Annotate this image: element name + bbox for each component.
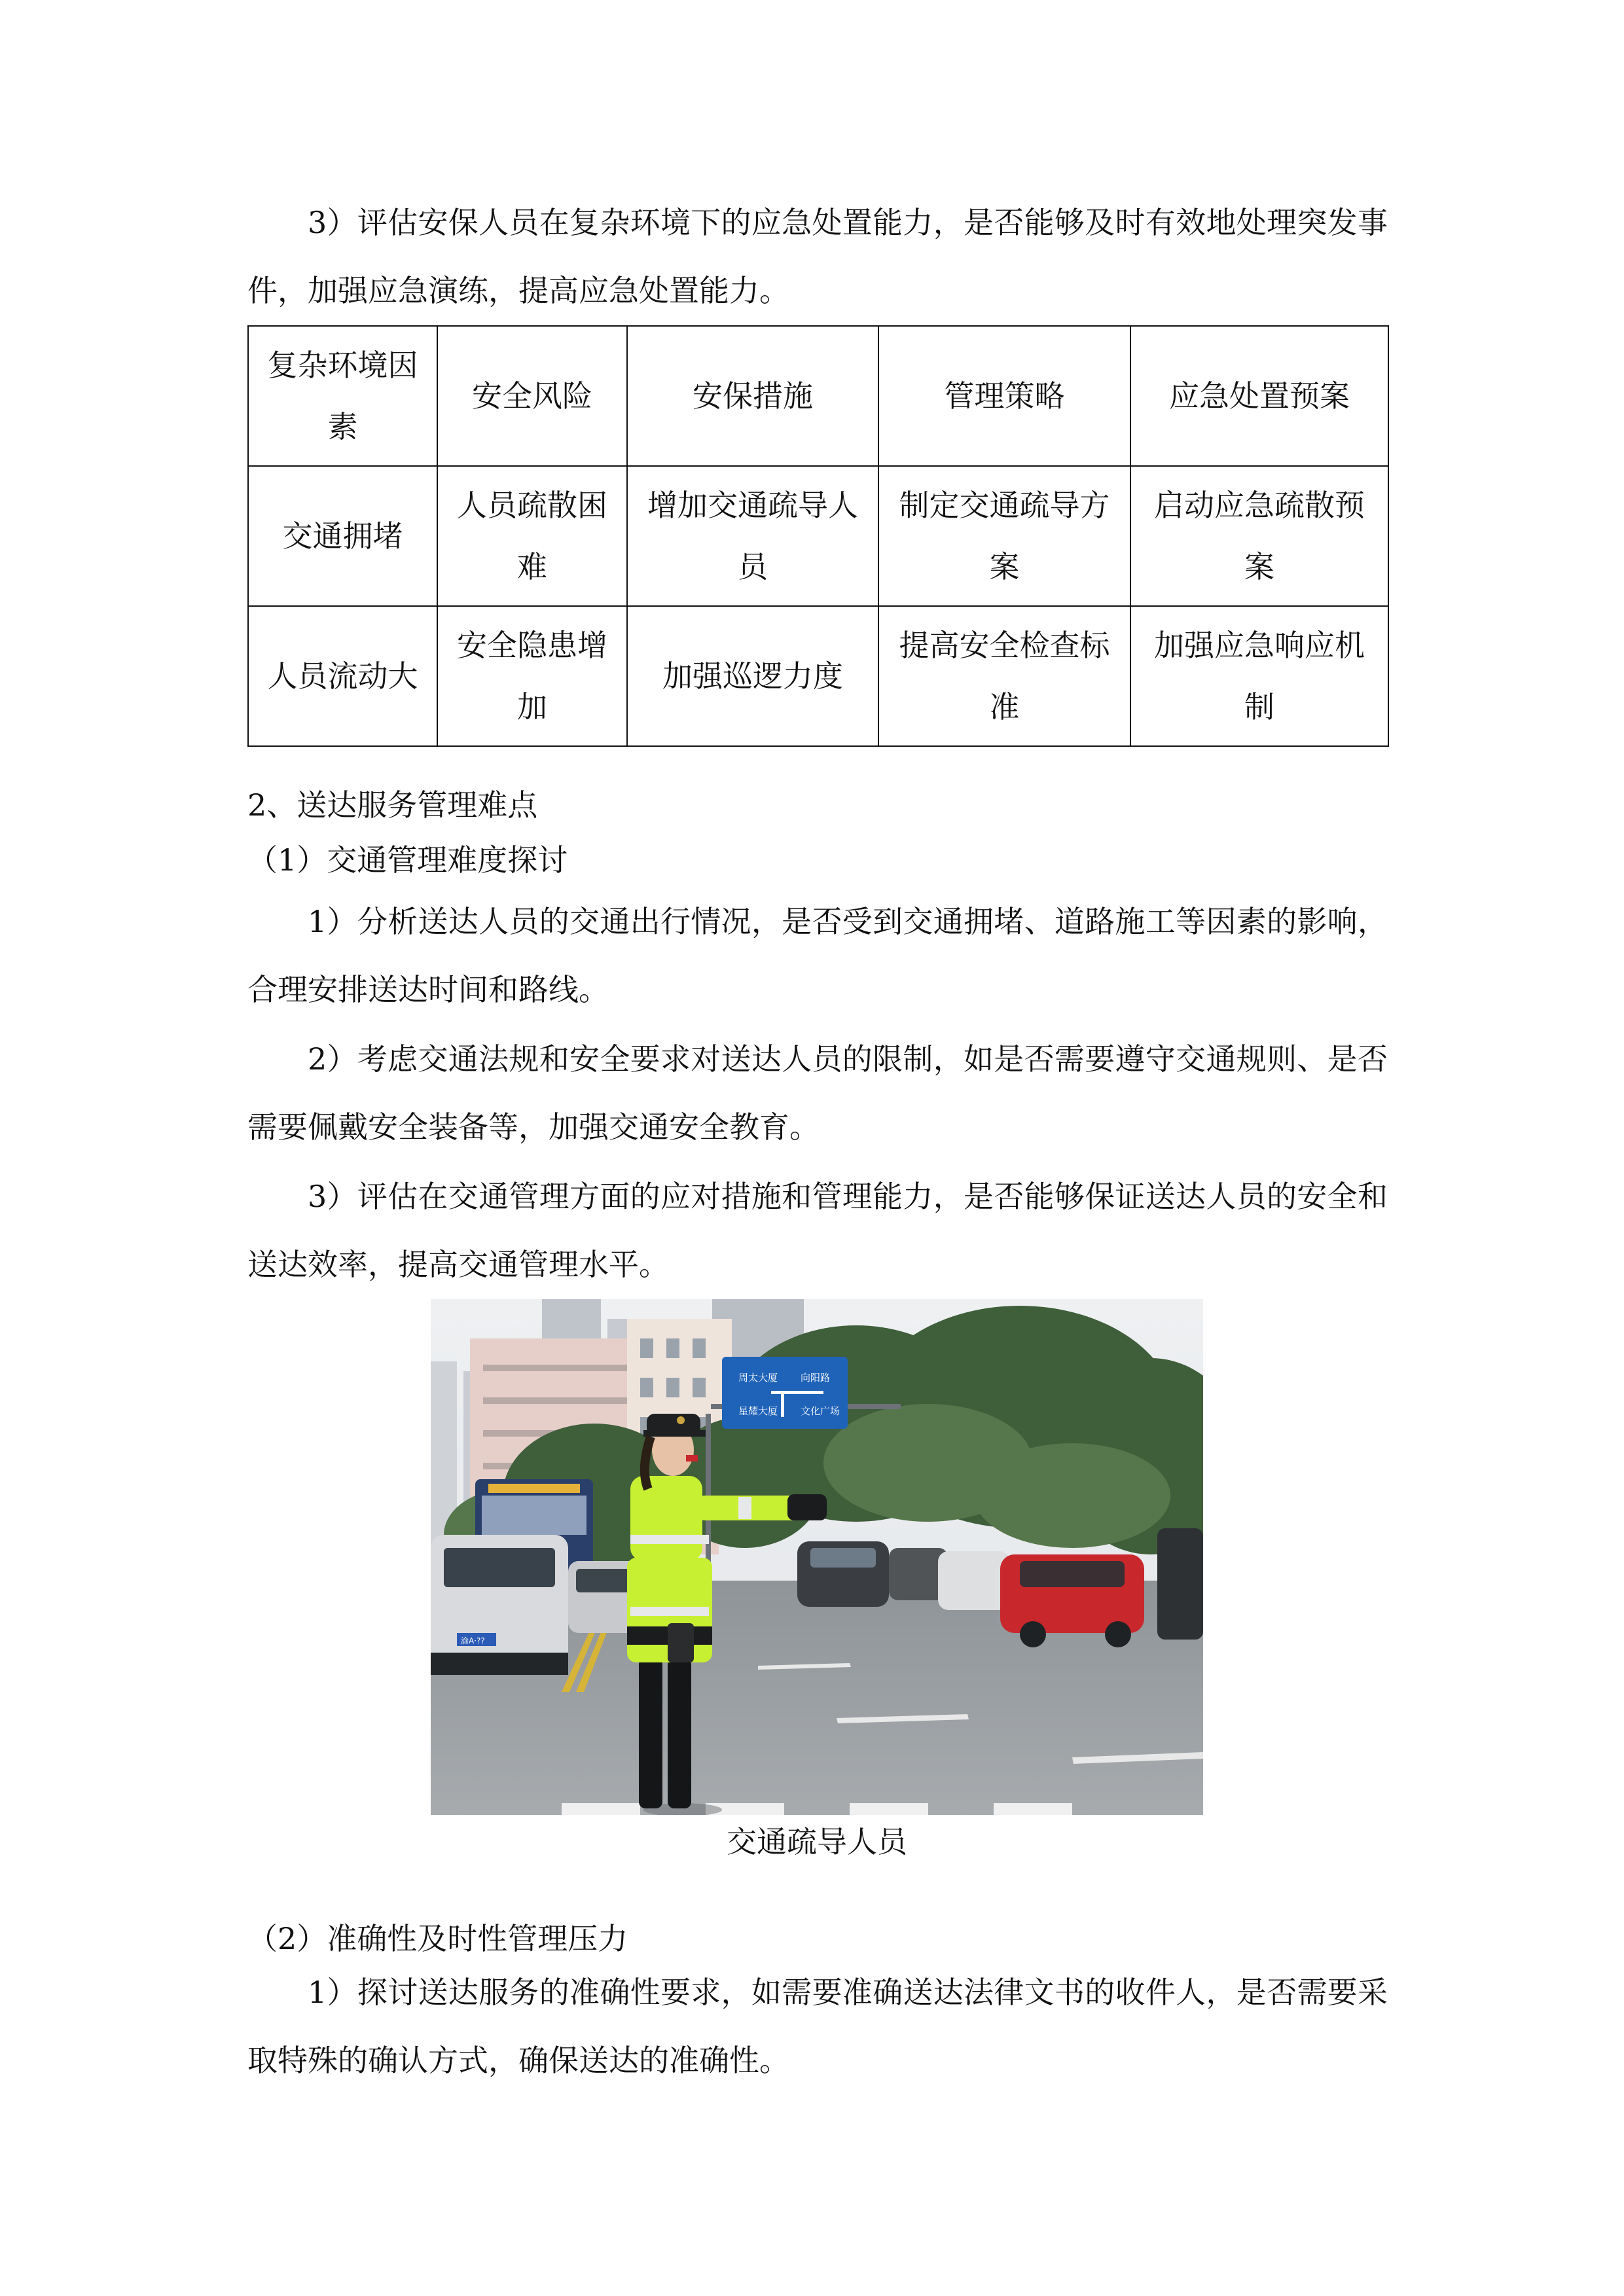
road-sign-text: 向阳路 bbox=[801, 1372, 831, 1384]
table-cell: 加强应急响应机制 bbox=[1130, 606, 1388, 746]
table-header-cell: 管理策略 bbox=[878, 326, 1130, 466]
table-header-cell: 复杂环境因素 bbox=[248, 326, 437, 466]
table-cell: 安全隐患增加 bbox=[437, 606, 627, 746]
table-header-cell: 安全风险 bbox=[437, 326, 627, 466]
table-header-cell: 应急处置预案 bbox=[1130, 326, 1388, 466]
paragraph-traffic-rules: 2）考虑交通法规和安全要求对送达人员的限制，如是否需要遵守交通规则、是否需要佩戴安全装备等，加强交通安全教育。 bbox=[247, 1041, 1388, 1145]
table-header-row bbox=[248, 326, 1388, 466]
table-cell: 增加交通疏导人员 bbox=[627, 466, 878, 606]
table-cell: 制定交通疏导方案 bbox=[878, 466, 1130, 606]
table-cell: 人员疏散困难 bbox=[437, 466, 627, 606]
traffic-guide-photo bbox=[431, 1299, 1203, 1815]
table-row bbox=[248, 466, 1388, 606]
table-cell: 交通拥堵 bbox=[248, 466, 437, 606]
subsection-heading: （2）准确性及时性管理压力 bbox=[247, 1921, 628, 1956]
subsection-heading: （1）交通管理难度探讨 bbox=[247, 842, 568, 878]
road-sign-text: 周太大厦 bbox=[738, 1372, 778, 1384]
figure-caption: 交通疏导人员 bbox=[727, 1824, 907, 1859]
traffic-scene-illustration bbox=[431, 1299, 1203, 1815]
paragraph-traffic-analysis: 1）分析送达人员的交通出行情况，是否受到交通拥堵、道路施工等因素的影响，合理安排送达时间和路线。 bbox=[247, 904, 1388, 1007]
table-cell: 人员流动大 bbox=[248, 606, 437, 746]
table-cell: 加强巡逻力度 bbox=[627, 606, 878, 746]
table-cell: 提高安全检查标准 bbox=[878, 606, 1130, 746]
paragraph-accuracy: 1）探讨送达服务的准确性要求，如需要准确送达法律文书的收件人，是否需要采取特殊的确认方式，确保送达的准确性。 bbox=[247, 1975, 1388, 2078]
table-header-cell: 安保措施 bbox=[627, 326, 878, 466]
paragraph-traffic-management: 3）评估在交通管理方面的应对措施和管理能力，是否能够保证送达人员的安全和送达效率，提高交通管理水平。 bbox=[247, 1179, 1388, 1282]
table-cell: 启动应急疏散预案 bbox=[1130, 466, 1388, 606]
risk-table bbox=[247, 325, 1389, 747]
road-sign-text: 星耀大厦 bbox=[738, 1405, 778, 1417]
paragraph-emergency-ability: 3）评估安保人员在复杂环境下的应急处置能力，是否能够及时有效地处理突发事件，加强应急演练，提高应急处置能力。 bbox=[247, 205, 1388, 308]
license-plate-text: 渝A·?? bbox=[461, 1636, 485, 1645]
section-heading: 2、送达服务管理难点 bbox=[247, 787, 538, 823]
road-sign-text: 文化广场 bbox=[801, 1405, 840, 1417]
table-row bbox=[248, 606, 1388, 746]
